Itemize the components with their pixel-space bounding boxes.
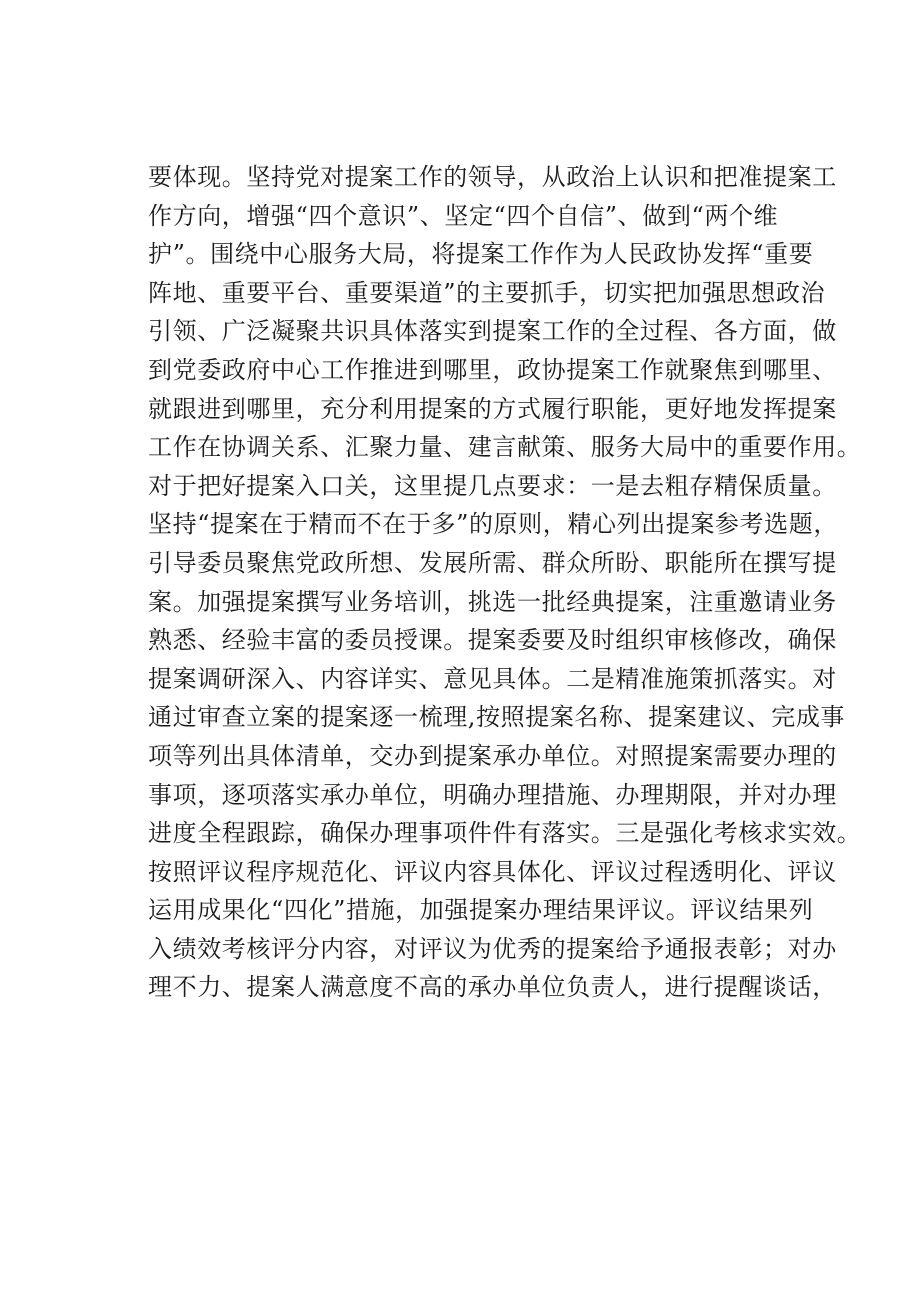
text-line: 通过审查立案的提案逐一梳理,按照提案名称、提案建议、完成事	[148, 703, 846, 732]
text-line: 作方向，增强“四个意识”、坚定“四个自信”、做到“两个维	[148, 201, 779, 230]
text-line: 引领、广泛凝聚共识具体落实到提案工作的全过程、各方面，做	[148, 317, 837, 346]
text-line: 入绩效考核评分内容，对评议为优秀的提案给予通报表彰；对办	[148, 934, 837, 963]
text-line: 对于把好提案入口关，这里提几点要求：一是去粗存精保质量。	[148, 471, 837, 500]
text-line: 案。加强提案撰写业务培训，挑选一批经典提案，注重邀请业务	[148, 587, 837, 616]
text-line: 就跟进到哪里，充分利用提案的方式履行职能，更好地发挥提案	[148, 394, 837, 423]
text-line: 护”。围绕中心服务大局，将提案工作作为人民政协发挥“重要	[148, 240, 814, 269]
text-line: 熟悉、经验丰富的委员授课。提案委要及时组织审核修改，确保	[148, 626, 837, 655]
text-line: 坚持“提案在于精而不在于多”的原则，精心列出提案参考选题，	[148, 510, 838, 539]
text-line: 理不力、提案人满意度不高的承办单位负责人，进行提醒谈话，	[148, 973, 837, 1002]
text-line: 运用成果化“四化”措施，加强提案办理结果评议。评议结果列	[148, 896, 814, 925]
text-line: 事项，逐项落实承办单位，明确办理措施、办理期限，并对办理	[148, 780, 837, 809]
text-line: 阵地、重要平台、重要渠道”的主要抓手，切实把加强思想政治	[148, 278, 826, 307]
text-line: 工作在协调关系、汇聚力量、建言献策、服务大局中的重要作用。	[148, 433, 862, 462]
body-text	[148, 158, 862, 1007]
text-line: 按照评议程序规范化、评议内容具体化、评议过程透明化、评议	[148, 857, 837, 886]
text-line: 引导委员聚焦党政所想、发展所需、群众所盼、职能所在撰写提	[148, 548, 837, 577]
text-line: 进度全程跟踪，确保办理事项件件有落实。三是强化考核求实效。	[148, 819, 862, 848]
text-line: 提案调研深入、内容详实、意见具体。二是精准施策抓落实。对	[148, 664, 837, 693]
text-line: 到党委政府中心工作推进到哪里，政协提案工作就聚焦到哪里、	[148, 355, 837, 384]
text-line: 要体现。坚持党对提案工作的领导，从政治上认识和把准提案工	[148, 163, 837, 191]
text-line: 项等列出具体清单，交办到提案承办单位。对照提案需要办理的	[148, 741, 837, 770]
